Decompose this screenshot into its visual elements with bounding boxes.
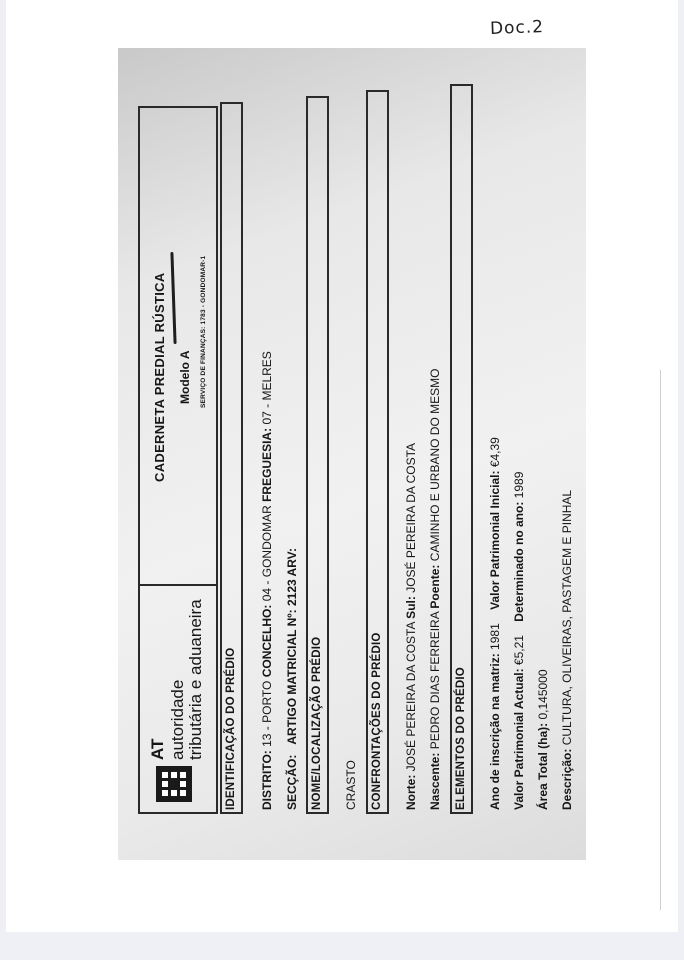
logo-line1: autoridade [168,679,187,760]
elementos-line4 [560,490,574,810]
sul-label: Sul: [404,596,418,619]
handwritten-annotation: Doc.2 [489,17,545,39]
vpa-value: €5,21 [512,635,526,666]
freguesia-label: FREGUESIA: [260,427,274,502]
header-box [138,106,218,814]
elementos-line2 [512,472,526,810]
elementos-line3 [536,669,550,810]
identificacao-line2 [285,548,299,810]
logo-line2: tributária e aduaneira [186,599,205,760]
document-model: Modelo A [178,350,192,404]
concelho-label: CONCELHO: [260,604,274,678]
scanned-page [118,48,586,860]
section-confrontacoes-label: CONFRONTAÇÕES DO PRÉDIO [371,632,383,810]
ano-label: Ano de inscrição na matriz: [488,653,502,810]
section-identificacao-label: IDENTIFICAÇÃO DO PRÉDIO [225,647,237,810]
elementos-line1 [488,437,502,810]
nascente-value: PEDRO DIAS FERREIRA [428,611,442,750]
identificacao-line1 [260,351,274,810]
determinado-value: 1989 [512,471,526,499]
confrontacoes-line1 [404,443,418,810]
poente-label: Poente: [428,564,442,609]
scan-edge-line [660,370,661,910]
at-logo-icon [152,764,196,804]
distrito-value: 13 - PORTO [260,680,274,747]
section-nome-label: NOME/LOCALIZAÇÃO PRÉDIO [311,636,323,810]
area-value: 0,145000 [536,669,550,720]
norte-value: JOSÉ PEREIRA DA COSTA [404,622,418,772]
descricao-value: CULTURA, OLIVEIRAS, PASTAGEM E PINHAL [560,489,574,746]
artigo-label: ARTIGO MATRICIAL Nº: [285,609,299,745]
concelho-value: 04 - GONDOMAR [260,505,274,602]
nascente-label: Nascente: [428,752,442,810]
descricao-label: Descrição: [560,748,574,810]
vpi-value: €4,39 [488,437,502,468]
section-elementos-label: ELEMENTOS DO PRÉDIO [455,667,467,810]
artigo-value: 2123 ARV: [285,547,299,607]
rotated-content [118,48,586,860]
freguesia-value: 07 - MELRES [260,351,274,425]
document-title: CADERNETA PREDIAL RÚSTICA [152,272,167,482]
nome-value: CRASTO [344,760,358,810]
vpa-label: Valor Patrimonial Actual: [512,668,526,810]
norte-label: Norte: [404,774,418,810]
area-label: Área Total (ha): [536,722,550,810]
sul-value: JOSÉ PEREIRA DA COSTA [404,442,418,593]
distrito-label: DISTRITO: [260,750,274,810]
determinado-label: Determinado no ano: [512,501,526,622]
service-line: SERVIÇO DE FINANÇAS: 1783 - GONDOMAR-1 [200,255,207,408]
logo-at: AT [148,738,167,760]
seccao-label: SECÇÃO: [285,754,299,810]
ano-value: 1981 [488,623,502,650]
vpi-label: Valor Patrimonial Inicial: [488,470,502,610]
logo-area [140,584,216,812]
poente-value: CAMINHO E URBANO DO MESMO [428,368,442,562]
confrontacoes-line2 [428,369,442,810]
